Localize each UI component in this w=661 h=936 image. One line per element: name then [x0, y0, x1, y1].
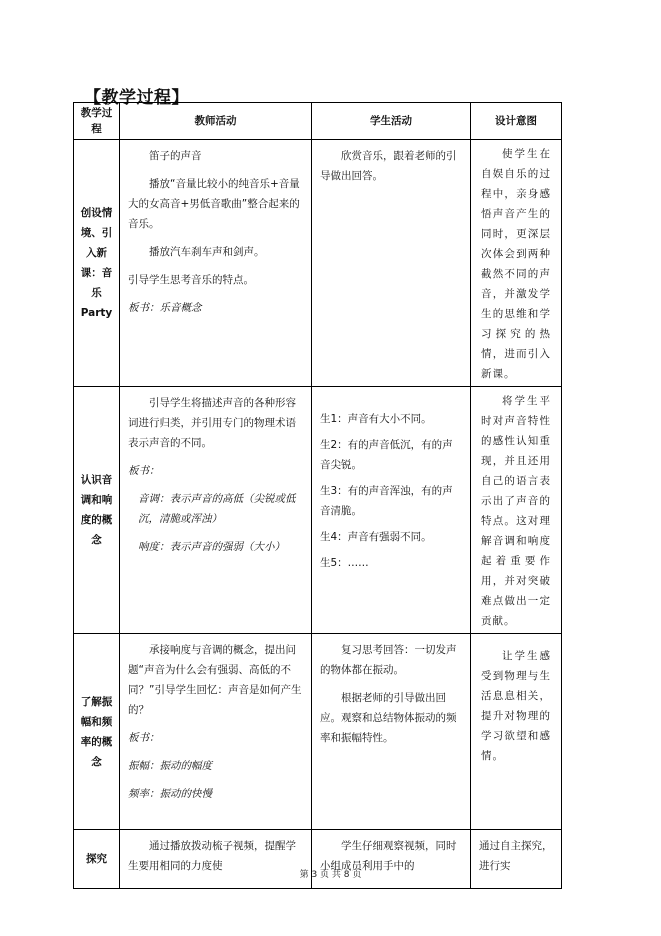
- header-intent: 设计意图: [471, 103, 562, 140]
- student-activity-cell: [312, 387, 471, 634]
- student-line: 复习思考回答：一切发声的物体都在振动。: [320, 644, 457, 676]
- teacher-line: 承接响度与音调的概念，提出问题“声音为什么会有强弱、高低的不同？”引导学生回忆：声音是如何产生的？: [128, 644, 302, 716]
- teacher-line: 笛子的声音: [149, 150, 202, 162]
- student-line: 根据老师的引导做出回应。观察和总结物体振动的频率和振幅特性。: [320, 692, 457, 744]
- teacher-activity-cell: [120, 387, 312, 634]
- header-stage: 教学过程: [74, 103, 120, 140]
- section-title: 【教学过程】: [84, 88, 189, 108]
- student-line: 欣赏音乐，跟着老师的引导做出回答。: [320, 150, 457, 182]
- teacher-line: 引导学生将描述声音的各种形容词进行归类，并引用专门的物理术语表示声音的不同。: [128, 397, 296, 449]
- header-teacher: 教师活动: [120, 103, 312, 140]
- student-line: 生4：声音有强弱不同。: [320, 531, 432, 543]
- lesson-process-table: [73, 102, 562, 889]
- board-writing: 板书：: [128, 732, 160, 744]
- board-writing: 响度：表示声音的强弱（大小）: [138, 541, 285, 553]
- page-number-footer: 第 3 页 共 8 页: [299, 870, 362, 880]
- board-writing: 音调：表示声音的高低（尖锐或低沉，清脆或浑浊）: [138, 493, 296, 525]
- student-line: 学生仔细观察视频，同时小组成员利用手中的: [320, 840, 457, 872]
- table-header-row: [74, 103, 562, 140]
- design-intent-cell: [471, 140, 562, 387]
- student-line: 生2：有的声音低沉，有的声音尖锐。: [320, 439, 453, 471]
- student-activity-cell: [312, 140, 471, 387]
- header-student: 学生活动: [312, 103, 471, 140]
- teacher-activity-cell: [120, 634, 312, 830]
- teacher-line: 通过播放拨动梳子视频，提醒学生要用相同的力度使: [128, 840, 296, 872]
- board-writing: 频率：振动的快慢: [128, 788, 212, 800]
- design-intent-cell: [471, 387, 562, 634]
- board-writing: 板书：: [128, 465, 160, 477]
- intent-text: 让学生感受到物理与生活息息相关，提升对物理的学习欲望和感情。: [481, 650, 551, 762]
- stage-cell: 探究: [74, 830, 120, 889]
- intent-text: 通过自主探究，进行实: [479, 840, 553, 872]
- board-writing: 振幅：振动的幅度: [128, 760, 212, 772]
- intent-text: 使学生在自娱自乐的过程中，亲身感悟声音产生的同时，更深层次体会到两种截然不同的声音，并激发学生的思维和学习探究的热情，进而引入新课。: [481, 148, 551, 380]
- table-row: [74, 140, 562, 387]
- stage-cell: 认识音调和响度的概念: [74, 387, 120, 634]
- table-row: [74, 387, 562, 634]
- board-writing: 板书：乐音概念: [128, 302, 202, 314]
- student-line: 生5：……: [320, 557, 369, 569]
- student-line: 生1：声音有大小不同。: [320, 413, 432, 425]
- table-row: [74, 634, 562, 830]
- design-intent-cell: [471, 634, 562, 830]
- student-activity-cell: [312, 634, 471, 830]
- teacher-line: 播放“音量比较小的纯音乐+音量大的女高音+男低音歌曲”整合起来的音乐。: [128, 178, 300, 230]
- teacher-activity-cell: [120, 140, 312, 387]
- stage-cell: 了解振幅和频率的概念: [74, 634, 120, 830]
- teacher-line: 播放汽车刹车声和剑声。: [149, 246, 265, 258]
- teacher-line: 引导学生思考音乐的特点。: [128, 274, 254, 286]
- stage-cell: 创设情境、引入新课：音乐Party: [74, 140, 120, 387]
- intent-text: 将学生平时对声音特性的感性认知重现，并且还用自己的语言表示出了声音的特点。这对理解音调和响度起着重要作用，并对突破难点做出一定贡献。: [481, 395, 551, 627]
- student-line: 生3：有的声音浑浊，有的声音清脆。: [320, 485, 453, 517]
